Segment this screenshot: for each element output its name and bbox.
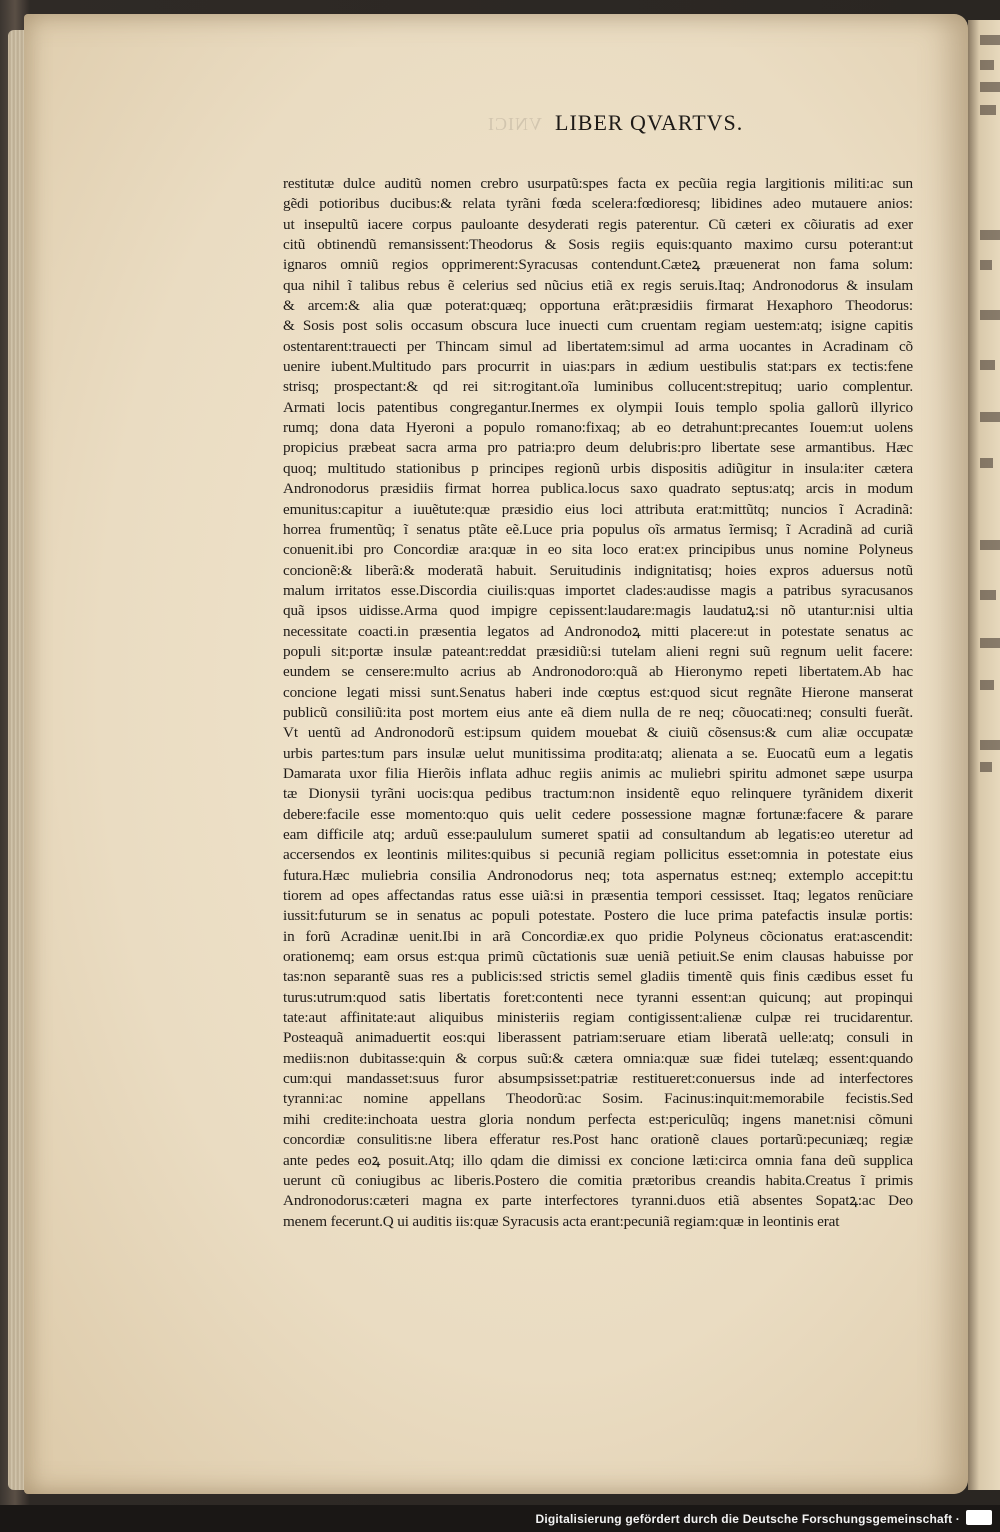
text-line: concionẽ:& liberã:& moderatã habuit. Seruitudinis indignitatisq; hoies expros aduersus notũ: [283, 561, 913, 579]
text-line: Andronodorus præsidiis firmat horrea publica.locus saxo quadrato septus:atq; arcis in modum: [283, 480, 913, 498]
text-line: mihi credite:inchoata uestra gloria nondum perfecta est:periculũq; ingens manet:nisi cõmuni: [283, 1110, 913, 1128]
text-line: tate:aut affinitate:aut aliquibus ministeriis regiam contigissent:alienæ culpæ rei trucidarentur.: [283, 1009, 913, 1027]
text-line: tæ Dionysii tyrãni uocis:qua pedibus tractum:non insidentẽ equo relinquere tyrãnidem dixerit: [283, 785, 913, 803]
running-head: LIBER QVARTVS.: [555, 110, 744, 135]
text-line: tas:non separantẽ suas res a publicis:sed strictis semel gladiis timentẽ quis finis cædibus esset fu: [283, 968, 913, 986]
text-line: debere:facile esse momento:quo quis uelit cedere possessione magnæ fortunæ:facere & parare: [283, 805, 913, 823]
text-line: quã ipsos uidisse.Arma quod impigre cepissent:laudare:magis laudatuꝝ:si nõ utantur:nisi ultia: [283, 602, 913, 620]
text-line: & Sosis post solis occasum obscura luce inuecti cum cruentam regiam uestem:atq; isigne capitis: [283, 317, 913, 335]
text-line: ignaros omniũ regios opprimerent:Syracusas contendunt.Cæteꝝ præuenerat non fama solum:: [283, 256, 913, 274]
text-line: malum irritatos esse.Discordia ciuilis:quas importet clades:audisse magis a patribus syracusanos: [283, 581, 913, 599]
text-line: ut insepultũ iacere corpus pauloante desyderati regis paterentur. Cũ cæteri ex cõiuratis ad exer: [283, 215, 913, 233]
text-line: necessitate coacti.in præsentia legatos ad Andronodoꝝ mitti placere:ut in potestate senatus ac: [283, 622, 913, 640]
text-line: uerunt cũ coniugibus ac liberis.Postero die comitia prætoribus creandis habita.Creatus ĩ primis: [283, 1171, 913, 1189]
text-line: conuenit.ibi pro Concordiæ ara:quæ in eo sita loco erat:ex principibus unus nomine Polyneus: [283, 541, 913, 559]
text-line: quoq; multitudo stationibus p principes regionũ urbis dispositis adiũgitur in insula:iter cætera: [283, 459, 913, 477]
text-line: turus:utrum:quod satis libertatis foret:contenti nece tyranni essent:an quicunq; aut propinqui: [283, 988, 913, 1006]
text-line: mediis:non dubitasse:quin & corpus suũ:& cætera omnia:quæ suæ fidei tutelæq; essent:quando: [283, 1049, 913, 1067]
bleed-through-heading: VNICI: [487, 114, 542, 134]
text-line: concione legati missi sunt.Senatus haberi inde cœptus est:quod sicut regnãte Hierone manserat: [283, 683, 913, 701]
text-line: rumq; dona data Hyeroni a populo romano:fixaq; ab eo detrahunt:precantes Iouem:ut uolens: [283, 419, 913, 437]
text-line: orationemq; eam orsus est:qua primũ cũctationis suæ ueniã petiuit.Se enim clausas habuisse por: [283, 948, 913, 966]
text-line: in forũ Acradinæ uenit.Ibi in arã Concordiæ.ex quo pridie Polyneus cõcionatus erat:ascendit:: [283, 927, 913, 945]
text-line: concordiæ consulitis:ne libera efferatur res.Post hanc orationẽ claues portarũ:pecuniæq; regiæ: [283, 1131, 913, 1149]
facing-page-edge: [968, 20, 1000, 1490]
text-line: ostentarent:trauecti per Thincam simul ad libertatem:simul ad arma uocantes in Acradinam cõ: [283, 337, 913, 355]
dfg-logo-icon: [966, 1510, 992, 1525]
text-line: populi sit:portæ insulæ pateant:reddat præsidiũ:si tutelam alieni regni suũ regnum uelit facere:: [283, 642, 913, 660]
text-line: restitutæ dulce auditũ nomen crebro usurpatũ:spes facta ex pecũia regia largitionis militi:ac sun: [283, 175, 913, 192]
text-line: ante pedes eoꝝ posuit.Atq; illo qdam die dimissi ex concione læti:circa omnia fana deũ supplica: [283, 1151, 913, 1169]
text-line: horrea frumentũq; ĩ senatus ptãte eẽ.Luce pria populus oĩs armatus ĩermisq; ĩ Acradinã ad curiã: [283, 520, 913, 538]
text-line: uenire iubent.Multitudo pars procurrit in uias:pars in ædium uestibulis stat:pars ex tectis:fene: [283, 358, 913, 376]
text-line: accersendos ex leontinis milites:quibus si pecuniã regiam pollicitus esset:omnia in potestate eius: [283, 846, 913, 864]
text-line: menem fecerunt.Q ui auditis iis:quæ Syracusis acta erant:pecuniã regiam:quæ in leontinis erat: [283, 1212, 840, 1230]
body-text: [283, 174, 913, 1232]
text-line: qua nihil ĩ talibus rebus ẽ celerius sed nũcius etiã ex regis seruis.Itaq; Andronodorus & insulam: [283, 276, 913, 294]
text-line: Andronodorus:cæteri magna ex parte interfectores tyranni.duos etiã absentes Sopatꝝ:ac Deo: [283, 1192, 913, 1210]
text-line: emunitus:capitur a iuuẽtute:quæ præsidio eius loci attributa erat:mittũtq; nuncios ĩ Acradinã:: [283, 500, 913, 518]
text-line: publicũ consiliũ:ita post mortem eius ante eã diem nulla de re neq; cõuocati:neq; consulti fuerãt.: [283, 703, 913, 721]
text-line: Vt uentũ ad Andronodorũ est:ipsum quidem mouebat & ciuiũ cõsensus:& cum aliæ occupatæ: [283, 724, 913, 742]
text-line: strisq; prospectant:& qd rei sit:rogitant.oĩa luminibus collucent:strepituq; uario complentur.: [283, 378, 913, 396]
text-line: tiorem ad opes affectandas ratus esse uiã:si in præsentia tempori cessisset. Itaq; legatos renũciare: [283, 887, 913, 905]
text-line: eundem se censere:multo acrius ab Andronodoro:quã ab Hieronymo repeti libertatem.Ab hac: [283, 663, 913, 681]
text-line: eam difficile atq; arduũ esse:paululum sumeret spatii ad consultandum ab legatis:eo uteretur ad: [283, 826, 913, 843]
text-line: Damarata uxor filia Hierõis inflata adhuc regiis animis ac muliebri spiritu admonet sæpe usurpa: [283, 764, 913, 782]
footer-credit: Digitalisierung gefördert durch die Deutsche Forschungsgemeinschaft ·: [535, 1512, 960, 1526]
text-line: citũ obtinendũ remansissent:Theodorus & Sosis regiis equis:quanto maximo cursu poterant:ut: [283, 236, 913, 254]
text-line: gẽdi potioribus ducibus:& relata tyrãni fœda scelera:fœdioresq; libidines adeo mutauere anios:: [283, 195, 913, 213]
text-line: tyranni:ac nomine appellans Theodorũ:ac Sosim. Facinus:inquit:memorabile fecistis.Sed: [283, 1090, 913, 1108]
text-line: urbis partes:tum pars insulæ uelut munitissima prodita:atq; alienata a se. Euocatũ eum a legatis: [283, 744, 913, 762]
text-line: cum:qui mandasset:suus furor absumpsisset:patriæ restitueret:conuersus inde ad interfectores: [283, 1070, 913, 1088]
text-line: & arcem:& alia quæ poterat:quæq; opportuna erãt:præsidiis firmarat Hexaphoro Theodorus:: [283, 297, 913, 315]
text-line: Posteaquã animaduertit eos:qui liberassent patriam:seruare etiam liberatã uelle:atq; consuli in: [283, 1029, 913, 1047]
text-line: futura.Hæc muliebria consilia Andronodorus neq; tota aspernatus est:neq; extemplo accepit:tu: [283, 866, 913, 884]
text-line: iussit:futurum se in senatus ac populi potestate. Postero die luce prima patefactis insulæ portis:: [283, 907, 913, 925]
text-line: propicius præbeat sacra arma pro patria:pro deum delubris:pro libertate sese armantibus. Hæc: [283, 439, 913, 457]
text-line: Armati locis patentibus congregantur.Inermes ex olympii Iouis templo spolia gallorũ illyrico: [283, 398, 913, 416]
